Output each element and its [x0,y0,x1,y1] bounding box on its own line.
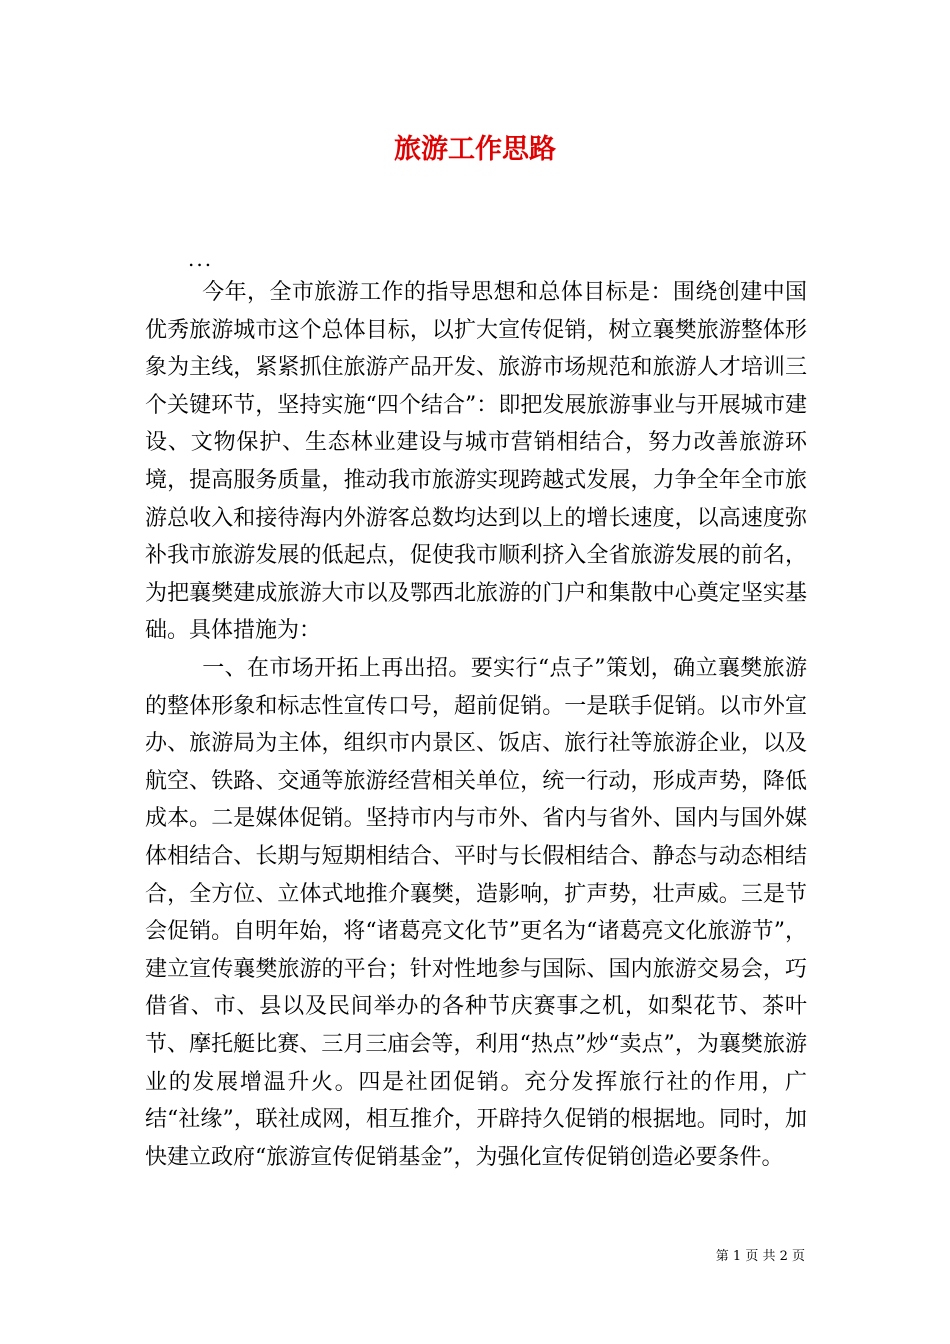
page-title: 旅游工作思路 [394,134,556,165]
paragraph-market-measures: 一、在市场开拓上再出招。要实行“点子”策划，确立襄樊旅游的整体形象和标志性宣传口号，超前促销。一是联手促销。以市外宣办、旅游局为主体，组织市内景区、饭店、旅行社等旅游企业，以及航空、铁路、交通等旅游经营相关单位，统一行动，形成声势，降低成本。二是媒体促销。坚持市内与市外、省内与省外、国内与国外媒体相结合、长期与短期相结合、平时与长假相结合、静态与动态相结合，全方位、立体式地推介襄樊，造影响，扩声势，壮声威。三是节会促销。自明年始，将“诸葛亮文化节”更名为“诸葛亮文化旅游节”，建立宣传襄樊旅游的平台；针对性地参与国际、国内旅游交易会，巧借省、市、县以及民间举办的各种节庆赛事之机，如梨花节、茶叶节、摩托艇比赛、三月三庙会等，利用“热点”炒“卖点”，为襄樊旅游业的发展增温升火。四是社团促销。充分发挥旅行社的作用，广结“社缘”，联社成网，相互推介，开辟持久促销的根据地。同时，加快建立政府“旅游宣传促销基金”，为强化宣传促销创造必要条件。 [145,656,807,1170]
page-number-indicator: 第 1 页 共 2 页 [715,1249,805,1264]
paragraph-intro: 今年，全市旅游工作的指导思想和总体目标是：围绕创建中国优秀旅游城市这个总体目标，以扩大宣传促销，树立襄樊旅游整体形象为主线，紧紧抓住旅游产品开发、旅游市场规范和旅游人才培训三个关键环节，坚持实施“四个结合”：即把发展旅游事业与开展城市建设、文物保护、生态林业建设与城市营销相结合，努力改善旅游环境，提高服务质量，推动我市旅游实现跨越式发展，力争全年全市旅游总收入和接待海内外游客总数均达到以上的增长速度，以高速度弥补我市旅游发展的低起点，促使我市顺利挤入全省旅游发展的前名，为把襄樊建成旅游大市以及鄂西北旅游的门户和集散中心奠定坚实基础。具体措施为： [145,280,807,644]
ellipsis-marker: ... [188,247,214,271]
